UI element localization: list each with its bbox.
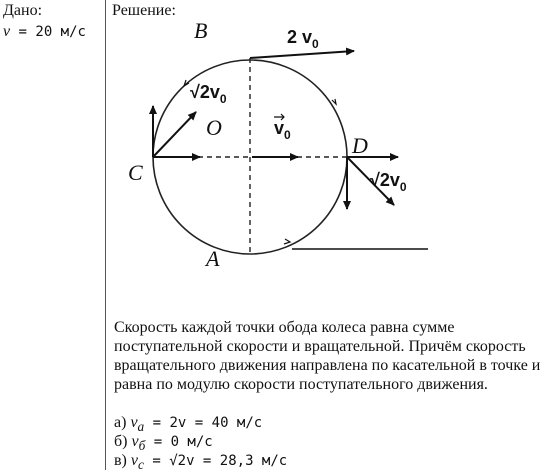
given-eq: = 20 м/с <box>10 24 86 40</box>
label-A: A <box>206 246 220 271</box>
answer-a: а) $v_a = 2v = 40$ м/с <box>114 414 263 435</box>
vector-left-label: $√2v_0$ <box>190 82 227 106</box>
given-var: v <box>3 23 11 40</box>
answer-b: б) $v_б = 0$ м/с <box>114 433 213 454</box>
label-C: C <box>128 160 143 185</box>
vector-top-label: 2 $v_0$ <box>287 27 319 51</box>
label-B: B <box>194 18 208 43</box>
vector-top-arrow <box>250 51 354 58</box>
wheel-diagram <box>106 0 550 300</box>
label-D: D <box>352 133 368 158</box>
given-title: Дано: <box>3 2 43 19</box>
given-value <box>3 21 86 43</box>
label-O: O <box>206 115 222 140</box>
vector-right-label: $√2v_0$ <box>370 170 407 194</box>
given-block <box>3 0 86 43</box>
vector-center-label: $v_0$ <box>274 118 291 142</box>
explanation-paragraph: Скорость каждой точки обода колеса равна сумме поступательной скорости и вращательной. Причём скорость вращательного движения направлена по касательной в точке и равна по модулю скорости поступательного движения. <box>114 319 541 393</box>
answer-c: в) $v_c = √2v = 28,3$ м/с <box>114 452 288 473</box>
rotation-tick <box>284 239 290 244</box>
solution-title: Решение: <box>112 2 176 19</box>
vector-left-diagonal-arrow <box>153 112 196 157</box>
rotation-tick <box>332 99 336 104</box>
